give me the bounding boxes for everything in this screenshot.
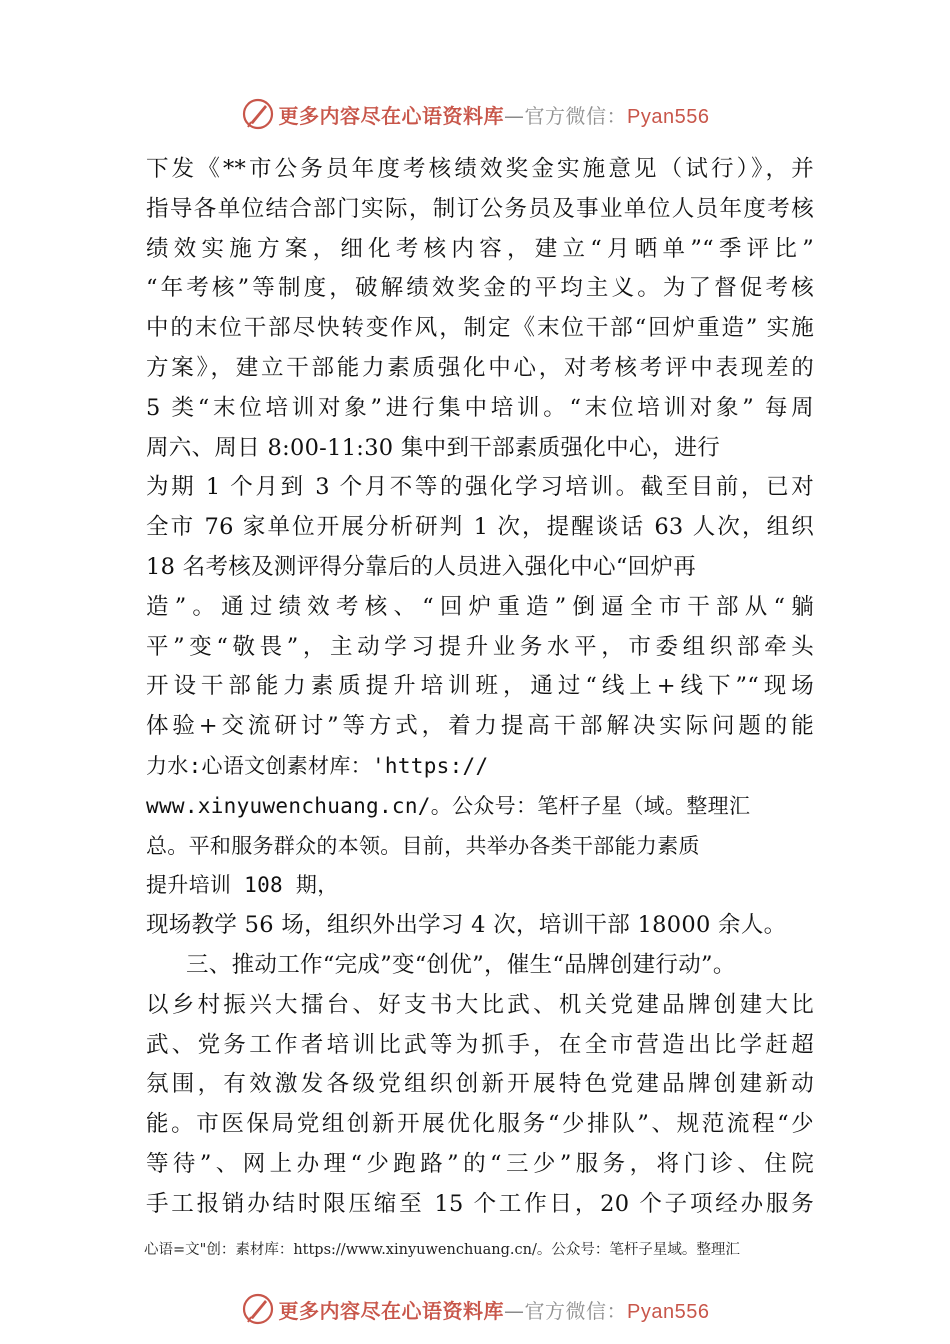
page-footer: 心语=文"创：素材库：https://www.xinyuwenchuang.cn/。公众号：笔杆子星域。整理汇: [144, 1242, 740, 1258]
quill-logo-icon: [241, 97, 275, 131]
text-line: 武、党务工作者培训比武等为抓手，在全市营造出比学赶超: [146, 1031, 814, 1058]
text-line: 等待”、网上办理“少跑路”的“三少”服务，将门诊、住院: [146, 1150, 814, 1177]
watermark-footer: [0, 1289, 950, 1329]
text-line: www.xinyuwenchuang.cn/。公众号：笔杆子星（域。整理汇: [146, 793, 751, 818]
text-line: 力水:心语文创素材库：'https://: [146, 753, 489, 778]
text-line: 中的末位干部尽快转变作风，制定《末位干部“回炉重造” 实施: [146, 315, 814, 342]
quill-logo-icon: [241, 1292, 275, 1326]
text-line: 为期 1 个月到 3 个月不等的强化学习培训。截至目前，已对: [146, 474, 814, 501]
text-line: 指导各单位结合部门实际，制订公务员及事业单位人员年度考核: [146, 195, 814, 222]
text-line: 能。市医保局党组创新开展优化服务“少排队”、规范流程“少: [146, 1111, 814, 1138]
watermark-header: [0, 94, 950, 134]
text-line: 5 类“末位培训对象”进行集中培训。“末位培训对象” 每周: [146, 394, 814, 421]
text-line: 手工报销办结时限压缩至 15 个工作日，20 个子项经办服务: [146, 1190, 814, 1217]
text-line: 总。平和服务群众的本领。目前，共举办各类干部能力素质: [146, 833, 700, 858]
text-line: 平”变“敬畏”，主动学习提升业务水平，市委组织部牵头: [146, 633, 814, 660]
text-line: 体验+交流研讨”等方式，着力提高干部解决实际问题的能: [146, 713, 814, 740]
watermark-text: 更多内容尽在心语资料库—官方微信：Pyan556: [278, 1298, 710, 1323]
watermark-text: 更多内容尽在心语资料库—官方微信：Pyan556: [278, 103, 710, 128]
text-line: 绩效实施方案，细化考核内容，建立“月晒单”“季评比”: [146, 235, 814, 262]
text-line: 开设干部能力素质提升培训班，通过“线上+线下”“现场: [146, 673, 814, 700]
text-line: 方案》，建立干部能力素质强化中心，对考核考评中表现差的: [146, 354, 814, 381]
section-heading: 三、推动工作“完成”变“创优”，催生“品牌创建行动”。: [186, 951, 736, 978]
text-line: 以乡村振兴大擂台、好支书大比武、机关党建品牌创建大比: [146, 991, 814, 1018]
text-line: 造”。通过绩效考核、“回炉重造”倒逼全市干部从“躺: [146, 593, 814, 620]
text-line: “年考核”等制度，破解绩效奖金的平均主义。为了督促考核: [146, 275, 814, 302]
text-line: 现场教学 56 场，组织外出学习 4 次，培训干部 18000 余人。: [146, 912, 787, 939]
text-line: 周六、周日 8:00-11:30 集中到干部素质强化中心，进行: [146, 434, 721, 461]
text-line: 提升培训 108 期，: [146, 873, 339, 898]
text-line: 氛围，有效激发各级党组织创新开展特色党建品牌创建新动: [146, 1071, 814, 1098]
text-line: 下发《**市公务员年度考核绩效奖金实施意见（试行）》，并: [146, 156, 814, 182]
text-line: 全市 76 家单位开展分析研判 1 次，提醒谈话 63 人次，组织: [146, 514, 814, 541]
text-line: 18 名考核及测评得分靠后的人员进入强化中心“回炉再: [146, 553, 697, 580]
document-body: [146, 150, 814, 1225]
